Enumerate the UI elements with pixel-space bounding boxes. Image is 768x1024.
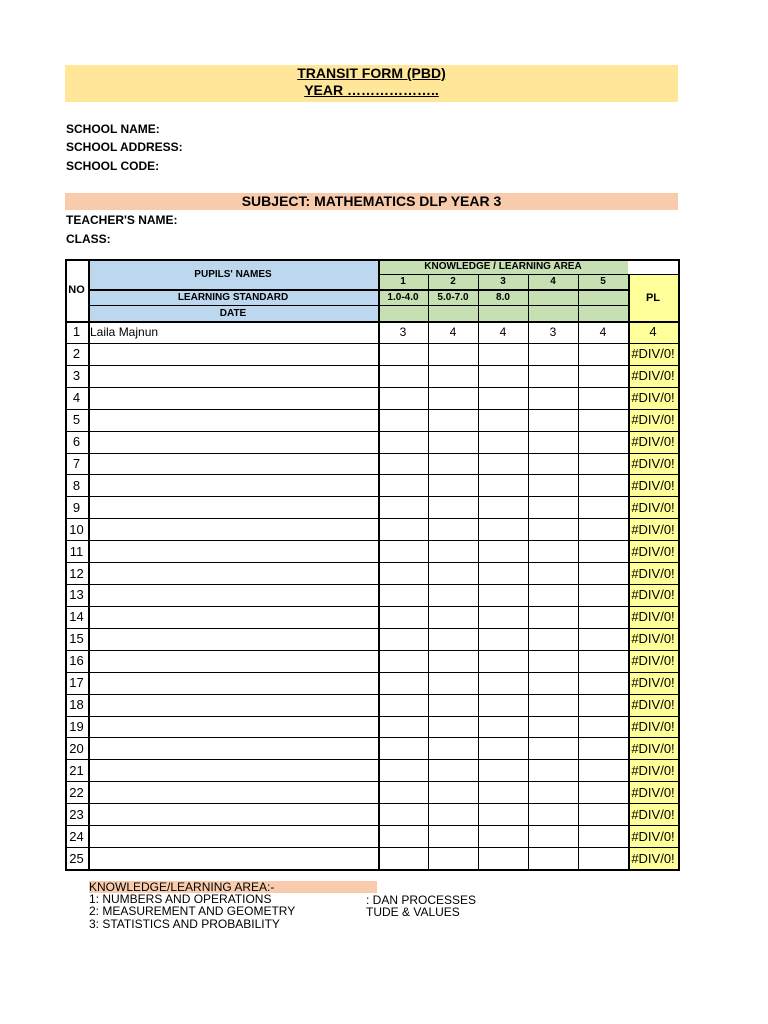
- col-line-name: [88, 259, 90, 869]
- legend-item-5-partial: TUDE & VALUES: [366, 905, 460, 919]
- pupil-name-cell[interactable]: [88, 672, 378, 694]
- score-cell[interactable]: [478, 409, 528, 431]
- row-line: [65, 781, 678, 782]
- pl-cell: #DIV/0!: [628, 540, 678, 562]
- row-number: 9: [72, 499, 81, 515]
- pl-cell: #DIV/0!: [628, 343, 678, 365]
- school-code-label: SCHOOL CODE:: [66, 159, 160, 173]
- row-number: 20: [69, 740, 84, 756]
- pl-cell: #DIV/0!: [628, 672, 678, 694]
- row-line: [65, 343, 678, 344]
- area-date-3[interactable]: [478, 305, 528, 321]
- pupil-name-cell[interactable]: [88, 584, 378, 606]
- score-cell[interactable]: [478, 584, 528, 606]
- score-cell[interactable]: [428, 759, 478, 781]
- pupil-name-cell[interactable]: [88, 431, 378, 453]
- row-line: [65, 672, 678, 673]
- pl-cell: #DIV/0!: [628, 387, 678, 409]
- row-number: 13: [69, 587, 84, 603]
- row-number: 17: [69, 675, 84, 691]
- score-cell[interactable]: [578, 803, 628, 825]
- pl-cell: #DIV/0!: [628, 803, 678, 825]
- pl-cell: #DIV/0!: [628, 409, 678, 431]
- score-cell[interactable]: [428, 737, 478, 759]
- pl-cell: #DIV/0!: [628, 474, 678, 496]
- legend-item-3: 3: STATISTICS AND PROBABILITY: [89, 917, 280, 931]
- score-cell[interactable]: [428, 409, 478, 431]
- pupil-name-cell[interactable]: [88, 847, 378, 869]
- row-number: 12: [69, 565, 84, 581]
- knowledge-area-header: KNOWLEDGE / LEARNING AREA: [424, 261, 582, 272]
- score-cell[interactable]: [428, 431, 478, 453]
- score-cell[interactable]: [578, 474, 628, 496]
- score-cell[interactable]: [378, 650, 428, 672]
- score-cell[interactable]: [478, 847, 528, 869]
- score-cell[interactable]: [428, 584, 478, 606]
- row-line: [65, 562, 678, 563]
- pl-cell: #DIV/0!: [628, 847, 678, 869]
- pupil-name-cell[interactable]: [88, 496, 378, 518]
- col-line-area: [578, 274, 579, 869]
- area-date-2[interactable]: [428, 305, 478, 321]
- legend-item-4-partial: : DAN PROCESSES: [366, 893, 477, 907]
- score-cell[interactable]: [578, 781, 628, 803]
- legend-item-1: 1: NUMBERS AND OPERATIONS: [89, 892, 272, 906]
- row-number: 21: [69, 762, 84, 778]
- score-cell[interactable]: [528, 847, 578, 869]
- row-line: [65, 650, 678, 651]
- score-cell[interactable]: [378, 672, 428, 694]
- score-cell[interactable]: [378, 431, 428, 453]
- row-line: [65, 606, 678, 607]
- score-cell[interactable]: [578, 737, 628, 759]
- pl-cell: #DIV/0!: [628, 694, 678, 716]
- score-cell[interactable]: [478, 540, 528, 562]
- score-cell[interactable]: 4: [499, 324, 507, 339]
- score-cell[interactable]: [478, 343, 528, 365]
- score-cell[interactable]: [378, 540, 428, 562]
- score-cell[interactable]: [428, 825, 478, 847]
- pupil-name-cell[interactable]: [88, 716, 378, 738]
- score-cell[interactable]: [428, 562, 478, 584]
- score-cell[interactable]: [578, 672, 628, 694]
- row-line: [65, 540, 678, 541]
- score-cell[interactable]: [378, 694, 428, 716]
- score-cell[interactable]: [578, 650, 628, 672]
- area-standard-5[interactable]: [578, 289, 628, 305]
- score-cell[interactable]: [528, 496, 578, 518]
- pupil-name-cell[interactable]: [88, 343, 378, 365]
- score-cell[interactable]: [378, 453, 428, 475]
- school-address-label: SCHOOL ADDRESS:: [66, 140, 183, 154]
- score-cell[interactable]: [528, 453, 578, 475]
- row-line: [65, 847, 678, 848]
- score-cell[interactable]: [528, 650, 578, 672]
- score-cell[interactable]: [378, 803, 428, 825]
- col-line-pl: [628, 274, 630, 869]
- score-cell[interactable]: [528, 672, 578, 694]
- score-cell[interactable]: [478, 716, 528, 738]
- row-number: 11: [69, 543, 84, 559]
- score-cell[interactable]: [428, 672, 478, 694]
- score-cell[interactable]: [378, 628, 428, 650]
- score-cell[interactable]: 3: [399, 324, 407, 339]
- score-cell[interactable]: [478, 562, 528, 584]
- col-line-area: [528, 274, 529, 869]
- area-standard-4[interactable]: [528, 289, 578, 305]
- teacher-name-label: TEACHER'S NAME:: [66, 213, 178, 227]
- row-number: 19: [69, 719, 84, 734]
- pl-cell: #DIV/0!: [628, 496, 678, 518]
- pupil-name-cell[interactable]: [88, 365, 378, 387]
- pl-header: PL: [645, 291, 661, 304]
- col-line-area: [478, 274, 479, 869]
- score-cell[interactable]: [478, 518, 528, 540]
- pupil-name-cell[interactable]: Laila Majnun: [90, 324, 159, 339]
- score-cell[interactable]: [528, 606, 578, 628]
- row-line: [65, 803, 678, 804]
- pupil-name-cell[interactable]: [88, 628, 378, 650]
- score-cell[interactable]: [578, 518, 628, 540]
- score-cell[interactable]: [378, 409, 428, 431]
- row-number: 16: [69, 653, 84, 669]
- score-cell[interactable]: 3: [549, 324, 557, 339]
- hdr-line-4: [65, 321, 678, 323]
- row-number: 8: [72, 477, 81, 493]
- legend-heading: KNOWLEDGE/LEARNING AREA:-: [89, 880, 275, 894]
- row-number: 25: [69, 850, 84, 866]
- score-cell[interactable]: [478, 781, 528, 803]
- pupil-name-cell[interactable]: [88, 474, 378, 496]
- row-number: 23: [69, 806, 84, 822]
- row-line: [65, 716, 678, 717]
- score-cell[interactable]: [478, 694, 528, 716]
- year-line: YEAR ………………..: [304, 82, 439, 98]
- row-number: 4: [72, 390, 81, 406]
- no-header: NO: [68, 284, 85, 296]
- area-number-1: 1: [400, 276, 406, 287]
- pl-cell: #DIV/0!: [628, 365, 678, 387]
- score-cell[interactable]: [428, 628, 478, 650]
- score-cell[interactable]: [578, 759, 628, 781]
- pupil-name-cell[interactable]: [88, 562, 378, 584]
- score-cell[interactable]: [578, 387, 628, 409]
- score-cell[interactable]: [428, 496, 478, 518]
- score-cell[interactable]: [478, 453, 528, 475]
- score-cell[interactable]: [528, 737, 578, 759]
- pl-cell: #DIV/0!: [628, 716, 678, 738]
- row-line: [65, 387, 678, 388]
- pl-cell: 4: [628, 321, 678, 343]
- pl-cell: #DIV/0!: [628, 825, 678, 847]
- form-title: TRANSIT FORM (PBD): [297, 65, 446, 81]
- score-cell[interactable]: [428, 343, 478, 365]
- score-cell[interactable]: [578, 409, 628, 431]
- score-cell[interactable]: [428, 606, 478, 628]
- table-bottom-border: [65, 869, 678, 871]
- area-date-5[interactable]: [578, 305, 628, 321]
- row-line: [65, 518, 678, 519]
- legend-item-2: 2: MEASUREMENT AND GEOMETRY: [89, 904, 296, 918]
- score-cell[interactable]: [528, 584, 578, 606]
- pl-cell: #DIV/0!: [628, 737, 678, 759]
- hdr-line-3: [378, 305, 628, 306]
- pl-cell: #DIV/0!: [628, 781, 678, 803]
- score-cell[interactable]: 4: [449, 324, 457, 339]
- row-line: [65, 496, 678, 497]
- col-line-area: [428, 274, 429, 869]
- row-line: [65, 694, 678, 695]
- pl-cell: #DIV/0!: [628, 628, 678, 650]
- score-cell[interactable]: [428, 716, 478, 738]
- school-name-label: SCHOOL NAME:: [66, 122, 160, 136]
- row-line: [65, 825, 678, 826]
- pupil-name-cell[interactable]: [88, 409, 378, 431]
- hdr-line-1: [378, 274, 678, 275]
- score-cell[interactable]: [528, 387, 578, 409]
- score-cell[interactable]: [578, 496, 628, 518]
- score-cell[interactable]: [578, 694, 628, 716]
- score-cell[interactable]: [578, 584, 628, 606]
- table-left-border: [65, 259, 67, 869]
- area-date-4[interactable]: [528, 305, 578, 321]
- area-number-5: 5: [600, 276, 606, 287]
- score-cell[interactable]: [428, 474, 478, 496]
- score-cell[interactable]: [528, 628, 578, 650]
- score-cell[interactable]: [428, 781, 478, 803]
- row-number: 24: [69, 828, 84, 844]
- pl-cell: #DIV/0!: [628, 606, 678, 628]
- pupil-name-cell[interactable]: [88, 737, 378, 759]
- pl-cell: #DIV/0!: [628, 431, 678, 453]
- area-number-2: 2: [450, 276, 456, 287]
- row-number: 18: [69, 697, 84, 713]
- area-number-3: 3: [500, 276, 506, 287]
- score-cell[interactable]: [578, 847, 628, 869]
- score-cell[interactable]: [378, 737, 428, 759]
- score-cell[interactable]: [378, 847, 428, 869]
- score-cell[interactable]: [428, 650, 478, 672]
- score-cell[interactable]: [528, 409, 578, 431]
- pupil-name-cell[interactable]: [88, 606, 378, 628]
- pupil-name-cell[interactable]: [88, 803, 378, 825]
- row-line: [65, 365, 678, 366]
- row-line: [65, 737, 678, 738]
- row-number: 22: [69, 784, 84, 800]
- area-number-4: 4: [550, 276, 556, 287]
- score-cell[interactable]: [478, 803, 528, 825]
- col-line-area1: [378, 259, 380, 869]
- row-line: [65, 474, 678, 475]
- score-cell[interactable]: [528, 518, 578, 540]
- score-cell[interactable]: 4: [599, 324, 607, 339]
- score-cell[interactable]: [478, 431, 528, 453]
- pl-cell: #DIV/0!: [628, 584, 678, 606]
- score-cell[interactable]: [578, 343, 628, 365]
- pupil-name-cell[interactable]: [88, 650, 378, 672]
- table-top-border: [65, 259, 678, 261]
- score-cell[interactable]: [528, 803, 578, 825]
- score-cell[interactable]: [378, 562, 428, 584]
- score-cell[interactable]: [578, 365, 628, 387]
- row-number: 6: [72, 434, 81, 450]
- score-cell[interactable]: [528, 474, 578, 496]
- row-number: 14: [69, 609, 84, 625]
- score-cell[interactable]: [578, 716, 628, 738]
- score-cell[interactable]: [528, 365, 578, 387]
- score-cell[interactable]: [478, 825, 528, 847]
- pupil-name-cell[interactable]: [88, 694, 378, 716]
- row-line: [65, 759, 678, 760]
- score-cell[interactable]: [478, 365, 528, 387]
- score-cell[interactable]: [528, 431, 578, 453]
- score-cell[interactable]: [528, 562, 578, 584]
- score-cell[interactable]: [478, 672, 528, 694]
- score-cell[interactable]: [378, 343, 428, 365]
- score-cell[interactable]: [378, 387, 428, 409]
- score-cell[interactable]: [578, 540, 628, 562]
- learning-standard-header: LEARNING STANDARD: [177, 291, 289, 303]
- table-right-border: [678, 259, 680, 871]
- row-number: 2: [72, 346, 81, 362]
- date-header: DATE: [219, 307, 247, 319]
- row-line: [65, 584, 678, 585]
- score-cell[interactable]: [528, 716, 578, 738]
- subject-band: SUBJECT: MATHEMATICS DLP YEAR 3: [65, 193, 678, 210]
- score-cell[interactable]: [428, 453, 478, 475]
- score-cell[interactable]: [478, 474, 528, 496]
- score-cell[interactable]: [478, 737, 528, 759]
- row-line: [65, 431, 678, 432]
- score-cell[interactable]: [478, 759, 528, 781]
- pupil-name-cell[interactable]: [88, 781, 378, 803]
- pupils-names-header: PUPILS' NAMES: [194, 268, 272, 280]
- score-cell[interactable]: [428, 540, 478, 562]
- score-cell[interactable]: [378, 584, 428, 606]
- score-cell[interactable]: [428, 803, 478, 825]
- pl-cell: #DIV/0!: [628, 518, 678, 540]
- score-cell[interactable]: [378, 474, 428, 496]
- score-cell[interactable]: [378, 781, 428, 803]
- score-cell[interactable]: [578, 453, 628, 475]
- row-line: [65, 453, 678, 454]
- score-cell[interactable]: [578, 562, 628, 584]
- pl-cell: #DIV/0!: [628, 453, 678, 475]
- class-label: CLASS:: [66, 232, 111, 246]
- score-cell[interactable]: [578, 606, 628, 628]
- score-cell[interactable]: [528, 343, 578, 365]
- score-cell[interactable]: [478, 650, 528, 672]
- score-cell[interactable]: [478, 496, 528, 518]
- row-number: 10: [69, 521, 84, 537]
- score-cell[interactable]: [428, 694, 478, 716]
- row-number: 1: [72, 324, 81, 340]
- score-cell[interactable]: [578, 431, 628, 453]
- score-cell[interactable]: [578, 628, 628, 650]
- score-cell[interactable]: [378, 716, 428, 738]
- score-cell[interactable]: [528, 825, 578, 847]
- pupil-name-cell[interactable]: [88, 518, 378, 540]
- pupil-name-cell[interactable]: [88, 825, 378, 847]
- score-cell[interactable]: [428, 518, 478, 540]
- row-line: [65, 409, 678, 410]
- score-cell[interactable]: [478, 628, 528, 650]
- score-cell[interactable]: [478, 606, 528, 628]
- score-cell[interactable]: [428, 387, 478, 409]
- row-line: [65, 628, 678, 629]
- pupil-name-cell[interactable]: [88, 759, 378, 781]
- score-cell[interactable]: [528, 540, 578, 562]
- area-standard-3[interactable]: 8.0: [496, 291, 510, 303]
- score-cell[interactable]: [428, 365, 478, 387]
- score-cell[interactable]: [528, 759, 578, 781]
- area-standard-2[interactable]: 5.0-7.0: [437, 291, 469, 303]
- score-cell[interactable]: [528, 781, 578, 803]
- score-cell[interactable]: [378, 496, 428, 518]
- score-cell[interactable]: [378, 365, 428, 387]
- pupil-name-cell[interactable]: [88, 453, 378, 475]
- score-cell[interactable]: [478, 387, 528, 409]
- area-date-1[interactable]: [378, 305, 428, 321]
- pupil-name-cell[interactable]: [88, 540, 378, 562]
- score-cell[interactable]: [378, 518, 428, 540]
- score-cell[interactable]: [378, 606, 428, 628]
- row-number: 7: [72, 455, 81, 471]
- row-number: 3: [72, 368, 81, 384]
- score-cell[interactable]: [528, 694, 578, 716]
- row-number: 5: [72, 412, 81, 428]
- area-standard-1[interactable]: 1.0-4.0: [387, 291, 419, 303]
- hdr-line-3b: [88, 305, 378, 306]
- pupil-name-cell[interactable]: [88, 387, 378, 409]
- score-cell[interactable]: [378, 825, 428, 847]
- pl-cell: #DIV/0!: [628, 759, 678, 781]
- pl-cell: #DIV/0!: [628, 650, 678, 672]
- score-cell[interactable]: [428, 847, 478, 869]
- pl-cell: #DIV/0!: [628, 562, 678, 584]
- score-cell[interactable]: [378, 759, 428, 781]
- row-number: 15: [69, 631, 84, 647]
- score-cell[interactable]: [578, 825, 628, 847]
- hdr-line-2: [88, 289, 628, 291]
